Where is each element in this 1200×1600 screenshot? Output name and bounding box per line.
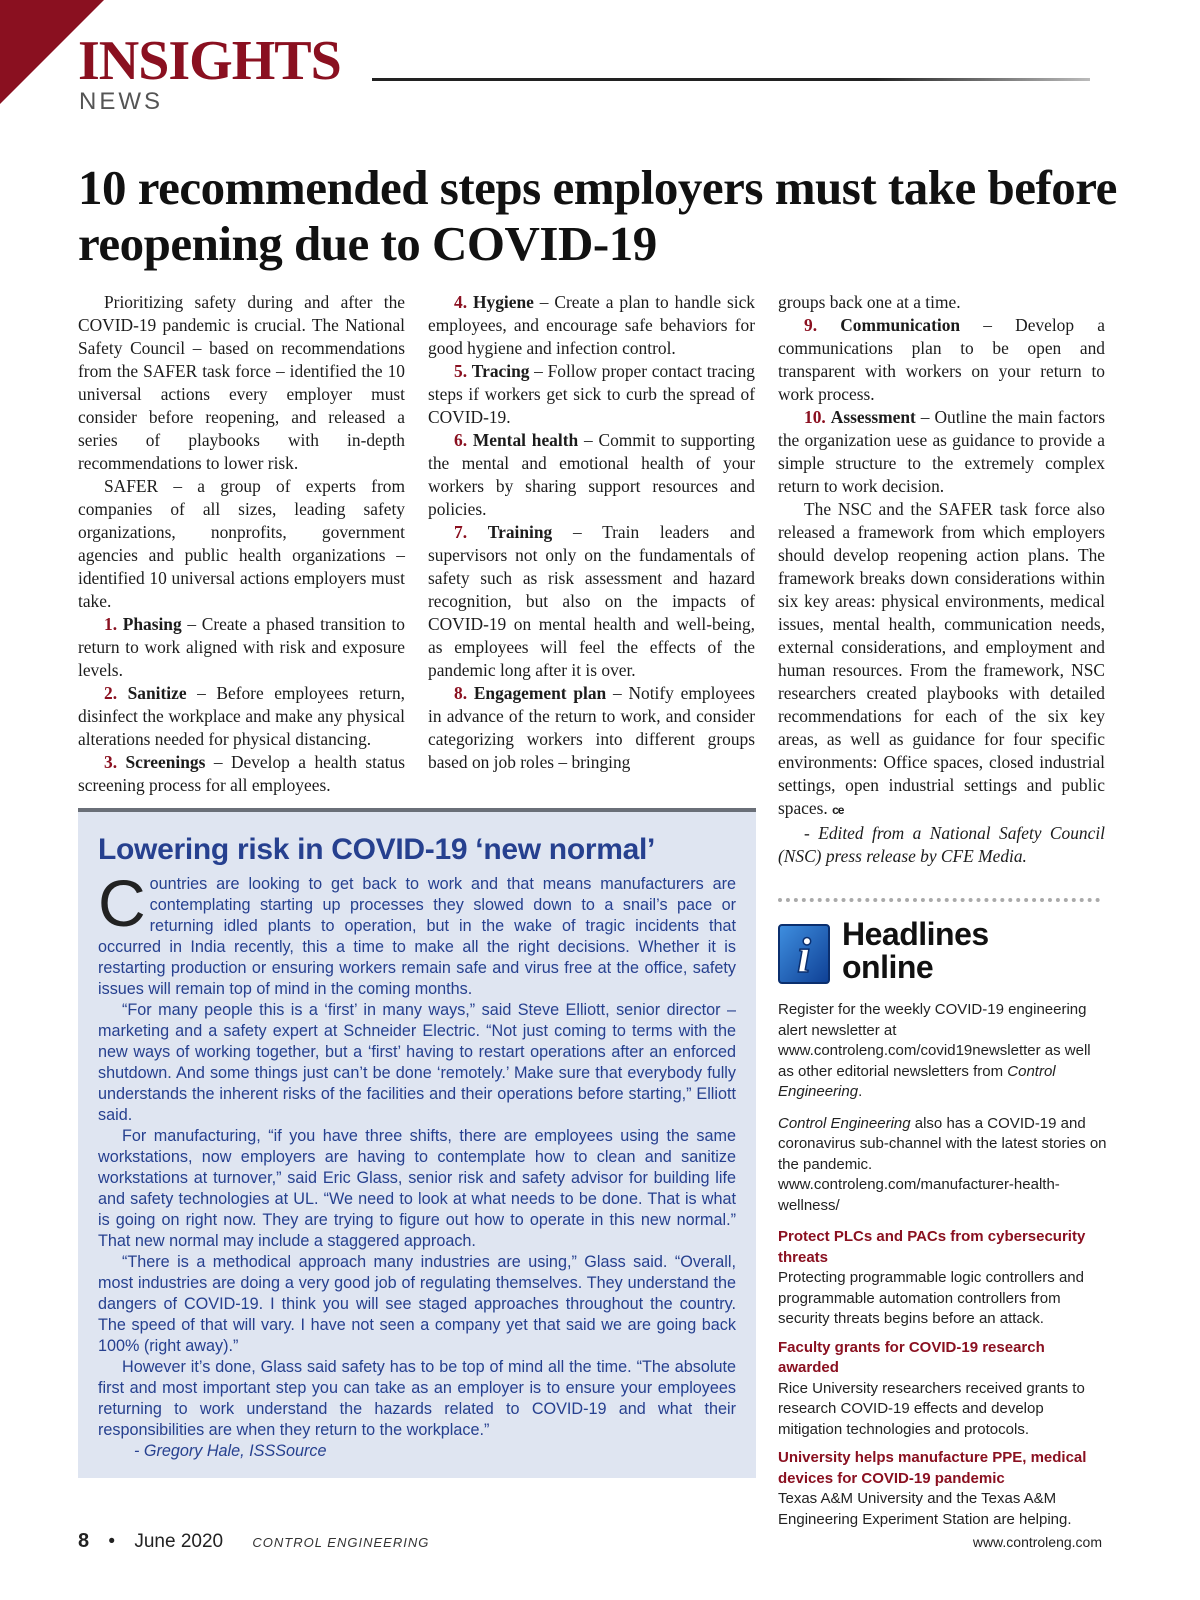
publication-name: CONTROL ENGINEERING — [252, 1535, 430, 1550]
step-item: 10. Assessment – Outline the main factors the organization uese as guidance to provide a simple structure to the extremely complex return to work decision. — [778, 407, 1105, 496]
issue-date: June 2020 — [134, 1531, 224, 1552]
headline-desc: Rice University researchers received grants to research COVID-19 effects and develop mitigation technologies and protocols. — [778, 1379, 1085, 1438]
info-icon — [778, 924, 830, 984]
step-item: 2. Sanitize – Before employees return, disinfect the workplace and make any physical alterations needed for physical distancing. — [78, 683, 405, 749]
footer-bullet: • — [108, 1531, 116, 1552]
step-item: 5. Tracing – Follow proper contact tracing steps if workers get sick to curb the spread of COVID-19. — [428, 361, 755, 427]
sidebar-title: Lowering risk in COVID-19 ‘new normal’ — [98, 833, 656, 866]
intro-paragraph: Prioritizing safety during and after the COVID-19 pandemic is crucial. The National Safety Council – based on recommendations from the SAFER task force – identified the 10 universal actions every employer must consider before reopening, and released a series of playbooks with in-depth recommendations to lower risk. — [78, 292, 405, 473]
drop-cap: C — [98, 866, 146, 940]
headlines-title: Headlines online — [842, 916, 989, 985]
sidebar-box — [78, 808, 756, 1478]
headline-link[interactable]: Faculty grants for COVID-19 research awarded — [778, 1338, 1045, 1376]
sidebar-paragraph: “For many people this is a ‘first’ in many ways,” said Steve Elliott, senior director – marketing and a safety expert at Schneider Electric. “Not just coming to terms with the new ways of working together, but a ‘first’ having to restart operations after an enforced shutdown. And some things just can’t be done ‘remotely.’ Make sure that everybody fully understands the inherent risks of the facilities and their operations before starting,” Elliott said. — [98, 1001, 736, 1124]
step-item: 4. Hygiene – Create a plan to handle sick employees, and encourage safe behaviors for good hygiene and infection control. — [428, 292, 755, 358]
step-item: 1. Phasing – Create a phased transition to return to work aligned with risk and exposure levels. — [78, 614, 405, 680]
headline-link[interactable]: Protect PLCs and PACs from cybersecurity threats — [778, 1228, 1086, 1266]
headline-desc: Texas A&M University and the Texas A&M Engineering Experiment Station are helping. — [778, 1490, 1072, 1528]
article-credit: - Edited from a National Safety Council (NSC) press release by CFE Media. — [778, 823, 1105, 866]
headlines-body — [778, 1000, 1108, 1538]
subsection-title: NEWS — [79, 88, 163, 115]
step-item: 8. Engagement plan – Notify employees in advance of the return to work, and consider categorizing workers into different groups based on job roles – bringing — [428, 683, 755, 772]
ce-end-mark: ce — [832, 803, 844, 817]
step-item: 6. Mental health – Commit to supporting the mental and emotional health of your workers by sharing support resources and policies. — [428, 430, 755, 519]
footer-url[interactable]: www.controleng.com — [972, 1534, 1102, 1550]
intro-paragraph: SAFER – a group of experts from companies of all sizes, leading safety organizations, nonprofits, government agencies and public health organizations – identified 10 universal actions employers must take. — [78, 476, 405, 611]
step-item: 7. Training – Train leaders and supervisors not only on the fundamentals of safety such as risk assessment and hazard recognition, but also on the impacts of COVID-19 on mental health and well-being, as employees will feel the effects of the pandemic long after it is over. — [428, 522, 755, 680]
header-rule — [372, 78, 1090, 81]
dotted-divider — [778, 898, 1100, 902]
article-column-3 — [778, 291, 1105, 868]
sidebar-paragraph: However it’s done, Glass said safety has to be top of mind all the time. “The absolute first and most important step you can take as an employer is to ensure your employees returning to work understand the hazards related to COVID-19 and what their responsibilities are when they return to the workplace.” — [98, 1358, 736, 1439]
article-column-1 — [78, 291, 405, 797]
closing-paragraph: The NSC and the SAFER task force also released a framework from which employers should develop reopening action plans. The framework breaks down considerations within six key areas: physical environments, medical issues, mental health, communication needs, external considerations, and employment and human resources. From the framework, NSC researchers created playbooks with detailed recommendations for each of the six key areas, as well as guidance for four specific environments: Office spaces, closed industrial settings, open industrial settings and public spaces. ce — [778, 499, 1105, 818]
page-number: 8 — [78, 1530, 90, 1552]
headline-link[interactable]: University helps manufacture PPE, medical devices for COVID-19 pandemic — [778, 1449, 1087, 1487]
headlines-paragraph: Register for the weekly COVID-19 engineering alert newsletter at www.controleng.com/covid19newsletter as well as other editorial newsletters from Control Engineering. — [778, 1001, 1091, 1100]
continuation-text: groups back one at a time. — [778, 292, 961, 312]
article-column-2 — [428, 291, 755, 774]
headlines-paragraph: Control Engineering also has a COVID-19 and coronavirus sub-channel with the latest stories on the pandemic. www.controleng.com/manufacturer-health-wellness/ — [778, 1114, 1107, 1214]
sidebar-paragraph: For manufacturing, “if you have three shifts, there are employees using the same workstations, now employers are having to contemplate how to clean and sanitize workstations at turnover,” said Eric Glass, senior risk and safety advisor for building life and safety technologies at UL. “We need to look at what needs to be done. That is what is going on right now. They are trying to figure out how to operate in this new normal.” That new normal may include a staggered approach. — [98, 1127, 736, 1250]
headline-desc: Protecting programmable logic controllers and programmable automation controllers from security threats begins before an attack. — [778, 1269, 1084, 1327]
sidebar-paragraph: “There is a methodical approach many industries are using,” Glass said. “Overall, most industries are doing a very good job of regulating themselves. They understand the dangers of COVID-19. I think you will see staged approaches throughout the country. The speed of that will vary. I have not seen a company yet that said we are going back 100% (right away).” — [98, 1253, 736, 1355]
step-item: 3. Screenings – Develop a health status screening process for all employees. — [78, 752, 406, 795]
info-icon-letter: i — [797, 927, 811, 983]
sidebar-attribution: - Gregory Hale, ISSSource — [134, 1442, 327, 1460]
article-headline: 10 recommended steps employers must take before reopening due to COVID-19 — [78, 160, 1117, 271]
section-title: INSIGHTS — [78, 30, 341, 92]
sidebar-paragraph: Countries are looking to get back to work and that means manufacturers are contemplating starting up processes they slowed down to a snail’s pace or returning idled plants to operation, but in the wake of tragic incidents that occurred in India recently, this a time to make all the right decisions. Whether it is restarting production or ensuring workers remain safe and virus free at the office, safety issues will remain top of mind in the coming months. — [98, 866, 736, 998]
footer-left — [78, 1530, 429, 1553]
step-item: 9. Communication – Develop a communications plan to be open and transparent with workers on your return to work process. — [778, 315, 1105, 404]
